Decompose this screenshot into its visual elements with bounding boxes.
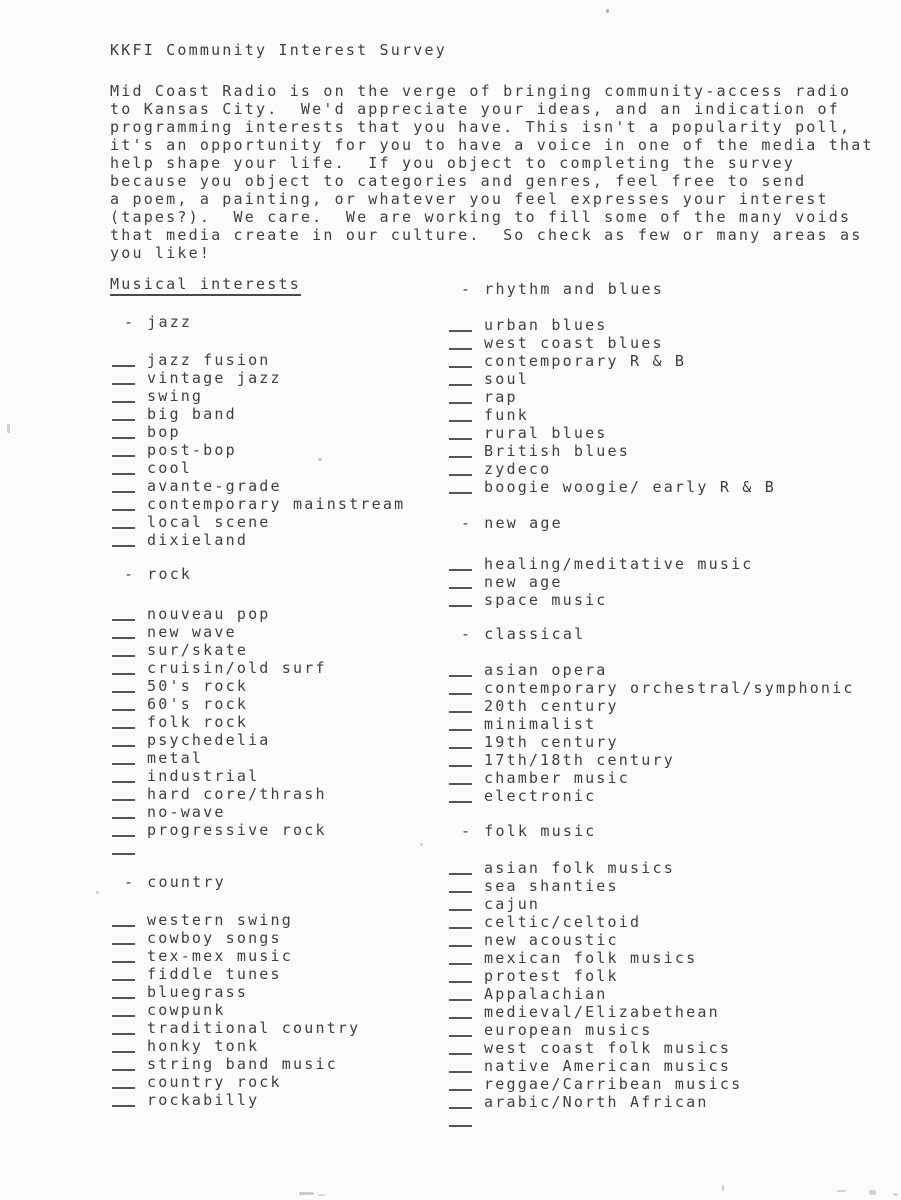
checklist-item-label: contemporary R & B (484, 352, 687, 370)
checklist-item-label: rap (484, 388, 518, 406)
checkbox-blank-line[interactable] (112, 351, 135, 367)
checkbox-blank-line[interactable] (449, 316, 472, 332)
checkbox-blank-line[interactable] (449, 334, 472, 350)
checklist-row-no-wave (112, 801, 226, 819)
scan-speckle (299, 1192, 314, 1195)
checklist-row-19th-century (449, 731, 619, 749)
checklist-row-cruisin-old-surf (112, 657, 327, 675)
checkbox-blank-line[interactable] (449, 697, 472, 713)
checklist-item-label: progressive rock (147, 821, 327, 839)
checkbox-blank-line[interactable] (112, 947, 135, 963)
checklist-row-honky-tonk (112, 1035, 259, 1053)
checkbox-blank-line[interactable] (449, 931, 472, 947)
checklist-row-western-swing (112, 909, 293, 927)
checklist-item-label: British blues (484, 442, 630, 460)
checklist-item-label: string band music (147, 1055, 338, 1073)
checklist-item-label: cajun (484, 895, 541, 913)
checkbox-blank-line[interactable] (449, 406, 472, 422)
checkbox-blank-line[interactable] (112, 441, 135, 457)
checkbox-blank-line[interactable] (112, 1019, 135, 1035)
checkbox-blank-line[interactable] (449, 967, 472, 983)
checklist-item-label: vintage jazz (147, 369, 282, 387)
checkbox-blank-line[interactable] (449, 895, 472, 911)
section-dash: - (461, 280, 473, 298)
section-dash: - (461, 822, 473, 840)
checkbox-blank-line[interactable] (112, 495, 135, 511)
checkbox-blank-line[interactable] (449, 460, 472, 476)
section-label: rhythm and blues (484, 280, 664, 298)
checkbox-blank-line[interactable] (112, 1091, 135, 1107)
checklist-item-label: new age (484, 573, 563, 591)
section-header-classical (449, 625, 585, 643)
checklist-row-blank (112, 837, 135, 855)
checklist-item-label: rockabilly (147, 1091, 260, 1109)
intro-line: to Kansas City. We'd appreciate your ideas, and an indication of (110, 100, 840, 118)
checklist-item-label: country rock (147, 1073, 282, 1091)
checkbox-blank-line[interactable] (449, 715, 472, 731)
checklist-item-label: mexican folk musics (484, 949, 698, 967)
checklist-item-label: west coast blues (484, 334, 664, 352)
checkbox-blank-line[interactable] (449, 1057, 472, 1073)
checkbox-blank-line-extra[interactable] (112, 839, 135, 855)
checklist-row-local-scene (112, 511, 271, 529)
checkbox-blank-line[interactable] (112, 459, 135, 475)
checkbox-blank-line[interactable] (112, 713, 135, 729)
checklist-item-label: medieval/Elizabethean (484, 1003, 720, 1021)
checkbox-blank-line[interactable] (449, 913, 472, 929)
checklist-item-label: big band (147, 405, 237, 423)
checklist-row-blank (449, 1109, 472, 1127)
checkbox-blank-line[interactable] (449, 478, 472, 494)
checklist-item-label: 20th century (484, 697, 619, 715)
checkbox-blank-line[interactable] (449, 751, 472, 767)
checklist-row-soul (449, 368, 529, 386)
section-dash: - (124, 873, 136, 891)
section-header-folk-music (449, 822, 597, 840)
checklist-row-west-coast-blues (449, 332, 664, 350)
intro-paragraph (110, 82, 874, 262)
checklist-item-label: folk rock (147, 713, 249, 731)
scan-speckle (318, 458, 322, 461)
scan-speckle (7, 424, 10, 433)
checklist-item-label: space music (484, 591, 608, 609)
section-header-rhythm-and-blues (449, 280, 664, 298)
checklist-row-cool (112, 457, 192, 475)
checklist-item-label: metal (147, 749, 204, 767)
musical-interests-heading-text: Musical interests (110, 275, 301, 296)
checklist-row-country-rock (112, 1071, 282, 1089)
scan-speckle (96, 891, 99, 894)
checklist-item-label: 50's rock (147, 677, 249, 695)
checklist-row-dixieland (112, 529, 248, 547)
checklist-row-contemporary-mainstream (112, 493, 405, 511)
checkbox-blank-line[interactable] (449, 1039, 472, 1055)
document-title: KKFI Community Interest Survey (110, 41, 447, 59)
checklist-row-string-band-music (112, 1053, 338, 1071)
checklist-item-label: celtic/celtoid (484, 913, 642, 931)
section-header-rock (112, 565, 192, 583)
checklist-row-contemporary-r-b (449, 350, 686, 368)
checklist-item-label: psychedelia (147, 731, 271, 749)
checklist-item-label: avante-grade (147, 477, 282, 495)
checklist-item-label: new wave (147, 623, 237, 641)
checkbox-blank-line[interactable] (449, 1093, 472, 1109)
checklist-row-fiddle-tunes (112, 963, 282, 981)
checklist-row-rural-blues (449, 422, 608, 440)
checkbox-blank-line[interactable] (112, 477, 135, 493)
checklist-item-label: hard core/thrash (147, 785, 327, 803)
checklist-row-west-coast-folk-musics (449, 1037, 731, 1055)
checklist-row-jazz-fusion (112, 349, 271, 367)
checklist-row-post-bop (112, 439, 237, 457)
section-label: classical (484, 625, 586, 643)
checklist-row-cowpunk (112, 999, 226, 1017)
checklist-item-label: bop (147, 423, 181, 441)
intro-line: (tapes?). We care. We are working to fill some of the many voids (110, 208, 852, 226)
checkbox-blank-line[interactable] (112, 369, 135, 385)
checklist-item-label: western swing (147, 911, 293, 929)
checkbox-blank-line[interactable] (112, 983, 135, 999)
checkbox-blank-line[interactable] (112, 1037, 135, 1053)
checkbox-blank-line[interactable] (112, 803, 135, 819)
scan-speckle (606, 9, 609, 13)
checklist-row-boogie-woogie-early-r-b (449, 476, 776, 494)
checklist-row-medieval-elizabethean (449, 1001, 720, 1019)
intro-line: because you object to categories and genres, feel free to send (110, 172, 807, 190)
checkbox-blank-line[interactable] (449, 1075, 472, 1091)
checklist-item-label: chamber music (484, 769, 630, 787)
checklist-item-label: boogie woogie/ early R & B (484, 478, 776, 496)
checklist-item-label: jazz fusion (147, 351, 271, 369)
checkbox-blank-line[interactable] (112, 929, 135, 945)
checklist-item-label: traditional country (147, 1019, 361, 1037)
checklist-row-vintage-jazz (112, 367, 282, 385)
checklist-item-label: cruisin/old surf (147, 659, 327, 677)
checklist-row-rockabilly (112, 1089, 259, 1107)
checkbox-blank-line[interactable] (112, 423, 135, 439)
checklist-row-asian-opera (449, 659, 608, 677)
checklist-row-funk (449, 404, 529, 422)
checklist-row-contemporary-orchestral-symphonic (449, 677, 855, 695)
checkbox-blank-line[interactable] (112, 1001, 135, 1017)
checkbox-blank-line[interactable] (449, 370, 472, 386)
checkbox-blank-line[interactable] (449, 1021, 472, 1037)
checklist-item-label: nouveau pop (147, 605, 271, 623)
scan-speckle (893, 1193, 898, 1196)
checklist-row-cowboy-songs (112, 927, 282, 945)
checkbox-blank-line[interactable] (112, 605, 135, 621)
checklist-row-sea-shanties (449, 875, 619, 893)
intro-line: you like! (110, 244, 212, 262)
scan-speckle (420, 843, 423, 846)
scan-speckle (722, 1185, 724, 1191)
checklist-item-label: contemporary mainstream (147, 495, 406, 513)
section-header-country (112, 873, 226, 891)
checklist-row-folk-rock (112, 711, 248, 729)
checklist-row-native-american-musics (449, 1055, 731, 1073)
checklist-row-big-band (112, 403, 237, 421)
checklist-row-british-blues (449, 440, 630, 458)
checkbox-blank-line[interactable] (449, 733, 472, 749)
checklist-row-mexican-folk-musics (449, 947, 697, 965)
scan-speckle (869, 1190, 876, 1195)
checklist-item-label: healing/meditative music (484, 555, 754, 573)
checklist-item-label: electronic (484, 787, 597, 805)
checklist-item-label: tex-mex music (147, 947, 293, 965)
checklist-row-sur-skate (112, 639, 248, 657)
checklist-item-label: cowpunk (147, 1001, 226, 1019)
checklist-item-label: bluegrass (147, 983, 249, 1001)
checklist-row-hard-core-thrash (112, 783, 327, 801)
checkbox-blank-line[interactable] (449, 424, 472, 440)
checkbox-blank-line-extra[interactable] (449, 1111, 472, 1127)
checkbox-blank-line[interactable] (112, 785, 135, 801)
checklist-item-label: 17th/18th century (484, 751, 675, 769)
checklist-item-label: reggae/Carribean musics (484, 1075, 743, 1093)
checkbox-blank-line[interactable] (449, 352, 472, 368)
intro-line: a poem, a painting, or whatever you feel expresses your interest (110, 190, 829, 208)
intro-line: it's an opportunity for you to have a voice in one of the media that (110, 136, 874, 154)
checklist-row-psychedelia (112, 729, 271, 747)
checklist-item-label: honky tonk (147, 1037, 260, 1055)
section-label: folk music (484, 822, 597, 840)
musical-interests-heading (110, 275, 301, 293)
checkbox-blank-line[interactable] (112, 387, 135, 403)
checklist-item-label: swing (147, 387, 204, 405)
checklist-row-17th-18th-century (449, 749, 675, 767)
checkbox-blank-line[interactable] (112, 659, 135, 675)
checklist-row-20th-century (449, 695, 619, 713)
checklist-item-label: native American musics (484, 1057, 732, 1075)
checklist-item-label: soul (484, 370, 529, 388)
checklist-item-label: fiddle tunes (147, 965, 282, 983)
scan-speckle (318, 1194, 325, 1196)
checkbox-blank-line[interactable] (112, 641, 135, 657)
checklist-item-label: protest folk (484, 967, 619, 985)
checklist-row-avante-grade (112, 475, 282, 493)
checklist-row-bluegrass (112, 981, 248, 999)
checklist-row-space-music (449, 589, 608, 607)
checklist-row-arabic-north-african (449, 1091, 709, 1109)
section-dash: - (124, 313, 136, 331)
checkbox-blank-line[interactable] (112, 513, 135, 529)
section-label: rock (147, 565, 193, 583)
checklist-row-industrial (112, 765, 259, 783)
checklist-item-label: european musics (484, 1021, 653, 1039)
checkbox-blank-line[interactable] (449, 591, 472, 607)
checklist-item-label: asian opera (484, 661, 608, 679)
checklist-item-label: contemporary orchestral/symphonic (484, 679, 855, 697)
checklist-row-electronic (449, 785, 596, 803)
checklist-item-label: sea shanties (484, 877, 619, 895)
scan-speckle (837, 1190, 846, 1192)
checklist-row-european-musics (449, 1019, 652, 1037)
section-label: jazz (147, 313, 193, 331)
checklist-row-swing (112, 385, 203, 403)
checkbox-blank-line[interactable] (112, 767, 135, 783)
checklist-row-asian-folk-musics (449, 857, 675, 875)
checklist-row-appalachian (449, 983, 608, 1001)
checkbox-blank-line[interactable] (449, 388, 472, 404)
checkbox-blank-line[interactable] (112, 965, 135, 981)
checklist-row-rap (449, 386, 518, 404)
checkbox-blank-line[interactable] (112, 623, 135, 639)
checklist-row-bop (112, 421, 181, 439)
checklist-item-label: zydeco (484, 460, 552, 478)
checklist-item-label: dixieland (147, 531, 249, 549)
checkbox-blank-line[interactable] (112, 821, 135, 837)
checklist-item-label: post-bop (147, 441, 237, 459)
checkbox-blank-line[interactable] (449, 573, 472, 589)
checklist-row-new-wave (112, 621, 237, 639)
checklist-item-label: industrial (147, 767, 260, 785)
checkbox-blank-line[interactable] (449, 787, 472, 803)
checkbox-blank-line[interactable] (112, 677, 135, 693)
checkbox-blank-line[interactable] (112, 911, 135, 927)
checklist-row-urban-blues (449, 314, 608, 332)
checklist-item-label: arabic/North African (484, 1093, 709, 1111)
checkbox-blank-line[interactable] (449, 949, 472, 965)
section-header-new-age (449, 514, 563, 532)
checklist-item-label: new acoustic (484, 931, 619, 949)
checklist-row-traditional-country (112, 1017, 360, 1035)
checklist-item-label: minimalist (484, 715, 597, 733)
checklist-row-celtic-celtoid (449, 911, 641, 929)
checkbox-blank-line[interactable] (449, 985, 472, 1001)
checkbox-blank-line[interactable] (449, 859, 472, 875)
checkbox-blank-line[interactable] (449, 877, 472, 893)
checkbox-blank-line[interactable] (112, 1055, 135, 1071)
checklist-item-label: Appalachian (484, 985, 608, 1003)
checklist-row-minimalist (449, 713, 596, 731)
checklist-item-label: no-wave (147, 803, 226, 821)
checklist-row-nouveau-pop (112, 603, 271, 621)
intro-line: that media create in our culture. So check as few or many areas as (110, 226, 863, 244)
checkbox-blank-line[interactable] (449, 442, 472, 458)
checklist-row-new-acoustic (449, 929, 619, 947)
checklist-item-label: 19th century (484, 733, 619, 751)
section-label: new age (484, 514, 563, 532)
checklist-row-new-age (449, 571, 563, 589)
checkbox-blank-line[interactable] (112, 749, 135, 765)
checklist-row-healing-meditative-music (449, 553, 754, 571)
checklist-row-zydeco (449, 458, 551, 476)
checklist-item-label: asian folk musics (484, 859, 675, 877)
checklist-row-metal (112, 747, 203, 765)
checkbox-blank-line[interactable] (112, 531, 135, 547)
checklist-item-label: funk (484, 406, 529, 424)
section-dash: - (461, 625, 473, 643)
checklist-row-protest-folk (449, 965, 619, 983)
checklist-item-label: local scene (147, 513, 271, 531)
intro-line: Mid Coast Radio is on the verge of bringing community-access radio (110, 82, 852, 100)
checklist-row-chamber-music (449, 767, 630, 785)
checkbox-blank-line[interactable] (449, 679, 472, 695)
checkbox-blank-line[interactable] (112, 695, 135, 711)
checklist-item-label: 60's rock (147, 695, 249, 713)
checklist-row-tex-mex-music (112, 945, 293, 963)
intro-line: help shape your life. If you object to completing the survey (110, 154, 796, 172)
checklist-row-50-s-rock (112, 675, 248, 693)
checkbox-blank-line[interactable] (112, 405, 135, 421)
checklist-item-label: west coast folk musics (484, 1039, 732, 1057)
checklist-row-cajun (449, 893, 540, 911)
checklist-item-label: sur/skate (147, 641, 249, 659)
checkbox-blank-line[interactable] (449, 661, 472, 677)
checkbox-blank-line[interactable] (449, 769, 472, 785)
checklist-row-60-s-rock (112, 693, 248, 711)
checkbox-blank-line[interactable] (112, 1073, 135, 1089)
checklist-item-label: rural blues (484, 424, 608, 442)
intro-line: programming interests that you have. This isn't a popularity poll, (110, 118, 852, 136)
checkbox-blank-line[interactable] (449, 1003, 472, 1019)
checkbox-blank-line[interactable] (449, 555, 472, 571)
checklist-row-reggae-carribean-musics (449, 1073, 742, 1091)
checklist-row-progressive-rock (112, 819, 327, 837)
section-header-jazz (112, 313, 192, 331)
checkbox-blank-line[interactable] (112, 731, 135, 747)
section-label: country (147, 873, 226, 891)
checklist-item-label: cowboy songs (147, 929, 282, 947)
checklist-item-label: cool (147, 459, 192, 477)
checklist-item-label: urban blues (484, 316, 608, 334)
section-dash: - (461, 514, 473, 532)
section-dash: - (124, 565, 136, 583)
